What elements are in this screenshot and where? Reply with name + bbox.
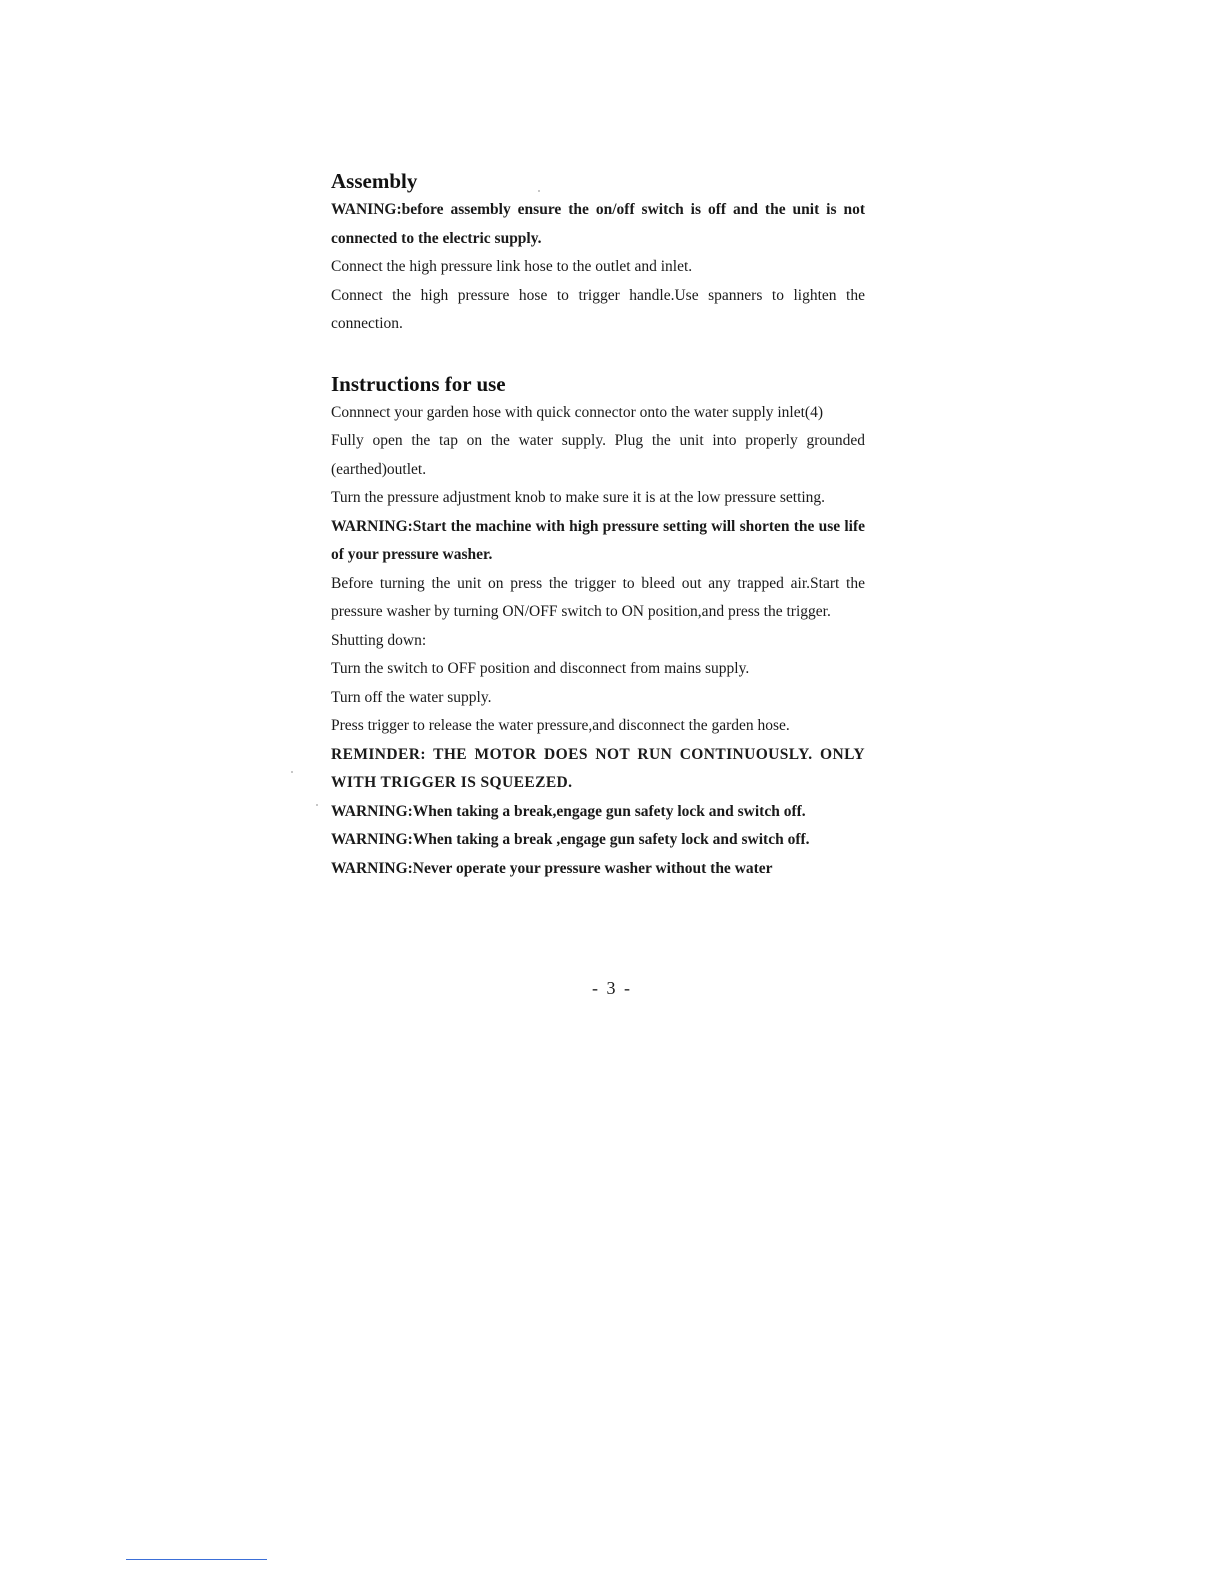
scan-speck [291,771,293,773]
footnote-rule [126,1559,267,1560]
instruction-paragraph: Turn the pressure adjustment knob to make sure it is at the low pressure setting. [331,489,826,506]
instruction-paragraph: Fully open the tap on the water supply. Plug the unit into properly grounded (earthed)outlet. [331,432,865,478]
warning-high-pressure: WARNING:Start the machine with high pressure setting will shorten the use life of your pressure washer. [331,517,865,563]
shutdown-step: Turn off the water supply. [331,688,492,706]
shutdown-step: Press trigger to release the water pressure,and disconnect the garden hose. [331,717,790,734]
assembly-step: Connect the high pressure link hose to the outlet and inlet. [331,258,693,275]
instructions-heading: Instructions for use [331,371,506,396]
assembly-heading: Assembly [331,169,418,193]
instruction-paragraph: Connnect your garden hose with quick connector onto the water supply inlet(4) [331,403,823,421]
instruction-paragraph: Before turning the unit on press the trigger to bleed out any trapped air.Start the pressure washer by turning ON/OFF switch to ON position,and press the trigger. [331,574,865,620]
reminder-note: REMINDER: THE MOTOR DOES NOT RUN CONTINUOUSLY. ONLY WITH TRIGGER IS SQUEEZED. [331,745,865,791]
assembly-warning: WANING:before assembly ensure the on/off switch is off and the unit is not connected to the electric supply. [331,201,865,247]
scan-speck [538,190,540,192]
warning-break: WARNING:When taking a break ,engage gun safety lock and switch off. [331,831,810,848]
scan-speck [316,804,318,806]
warning-water: WARNING:Never operate your pressure washer without the water [331,859,773,877]
document-body [331,166,865,883]
shutdown-label: Shutting down: [331,631,427,649]
assembly-step: Connect the high pressure hose to trigger handle.Use spanners to lighten the connection. [331,286,865,332]
page-number: - 3 - [592,978,632,998]
warning-break: WARNING:When taking a break,engage gun safety lock and switch off. [331,802,806,820]
shutdown-step: Turn the switch to OFF position and disconnect from mains supply. [331,660,750,677]
